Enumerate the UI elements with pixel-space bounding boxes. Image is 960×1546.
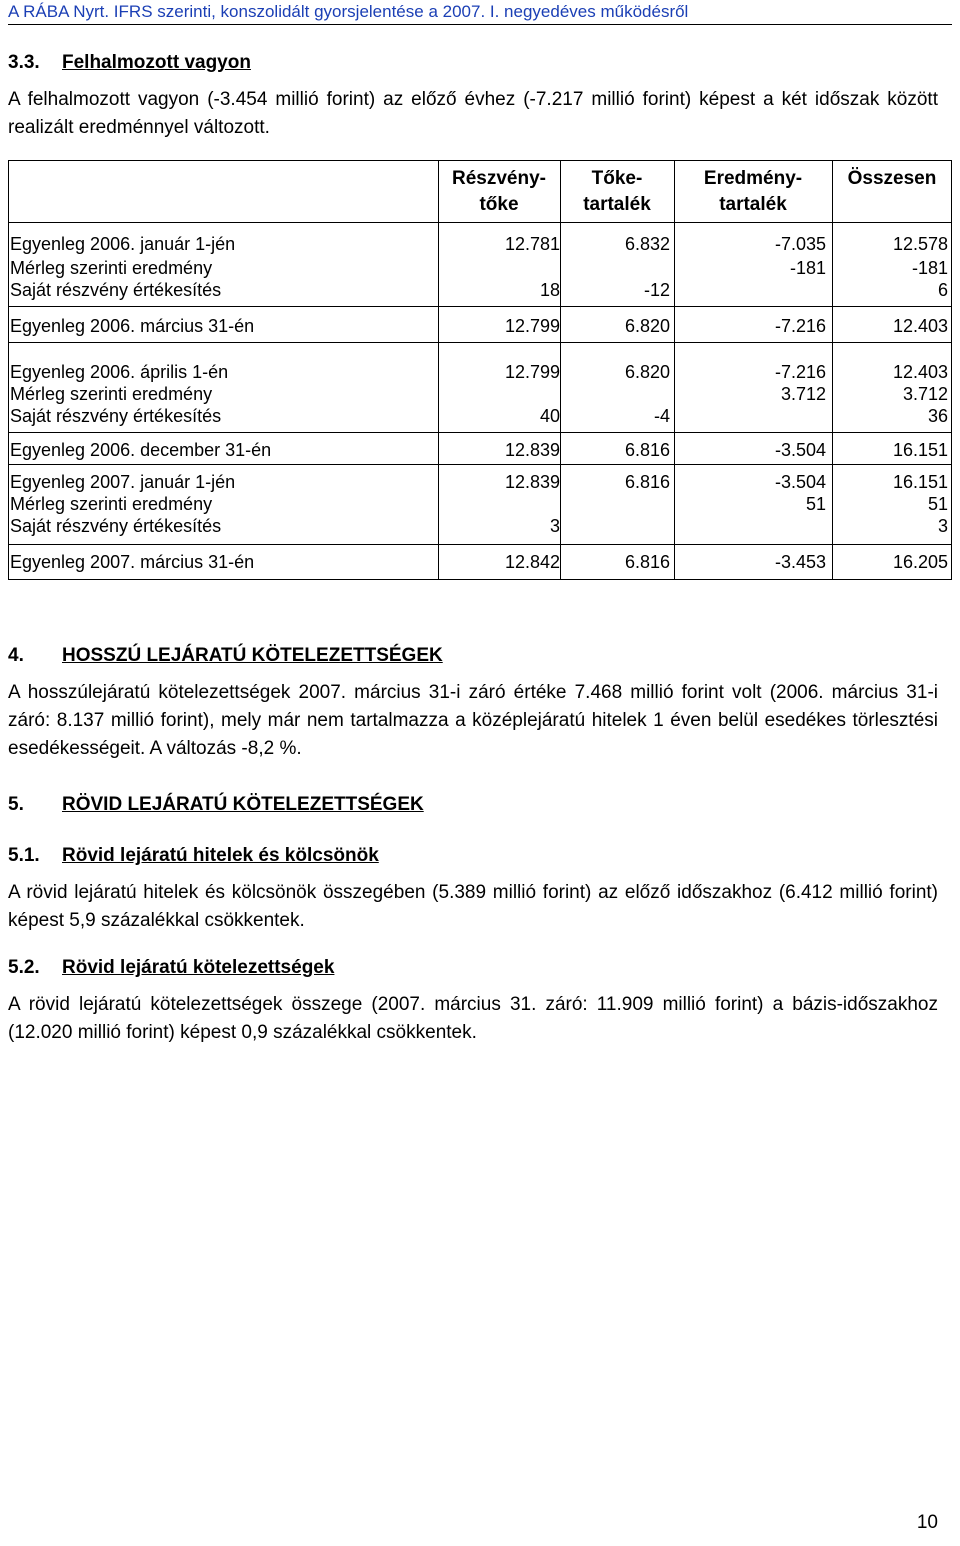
section-4-paragraph: A hosszúlejáratú kötelezettségek 2007. március 31-i záró értéke 7.468 millió forint volt (2006. március 31-i záró: 8.137 millió forint), mely már nem tartalmazza a középlejáratú hitelek 1 éven belül esedékes törlesztési esedékességeit. A változás -8,2 %. <box>8 682 938 759</box>
section-title: RÖVID LEJÁRATÚ KÖTELEZETTSÉGEK <box>62 794 424 815</box>
cell: -4 <box>653 406 670 426</box>
cell: -181 <box>911 258 948 278</box>
row-label: Egyenleg 2006. március 31-én <box>10 316 255 336</box>
table-row <box>8 494 952 518</box>
row-label: Saját részvény értékesítés <box>10 516 222 536</box>
row-label: Egyenleg 2007. január 1-jén <box>10 472 236 492</box>
section-title: Rövid lejáratú kötelezettségek <box>62 957 335 978</box>
row-label: Saját részvény értékesítés <box>10 280 222 300</box>
cell: 12.403 <box>892 316 948 336</box>
cell: 6.816 <box>624 552 670 572</box>
header-line: Részvény- <box>452 168 546 189</box>
section-4-heading <box>8 645 443 668</box>
cell: 3 <box>937 516 948 536</box>
cell: 6.816 <box>624 472 670 492</box>
cell: 3.712 <box>780 384 826 404</box>
section-5-1-heading <box>8 845 379 868</box>
table-row-subtotal <box>8 316 952 340</box>
section-number: 5.2. <box>8 957 40 978</box>
header-share-capital <box>438 166 560 218</box>
section-5-2-paragraph: A rövid lejáratú kötelezettségek összege (2007. március 31. záró: 11.909 millió forint) a bázis-időszakhoz (12.020 millió forint) képest 0,9 százalékkal csökkentek. <box>8 994 938 1043</box>
cell: 3.712 <box>902 384 948 404</box>
section-title: Rövid lejáratú hitelek és kölcsönök <box>62 845 379 866</box>
row-label: Mérleg szerinti eredmény <box>10 258 213 278</box>
header-divider <box>8 222 952 223</box>
header-line: tartalék <box>583 194 651 215</box>
cell: -3.504 <box>774 440 826 460</box>
cell: 51 <box>805 494 826 514</box>
header-capital-reserve <box>560 166 674 218</box>
row-label: Egyenleg 2006. április 1-én <box>10 362 229 382</box>
table-row <box>8 516 952 540</box>
table-row <box>8 280 952 304</box>
cell: 6.832 <box>624 234 670 254</box>
row-divider <box>8 544 952 545</box>
header-line: tőke <box>479 194 519 215</box>
cell: 6.820 <box>624 362 670 382</box>
section-number: 4. <box>8 645 24 666</box>
cell: 3 <box>549 516 560 536</box>
section-5-1-paragraph: A rövid lejáratú hitelek és kölcsönök összegében (5.389 millió forint) az előző időszakhoz (6.412 millió forint) képest 5,9 százalékkal csökkentek. <box>8 882 938 931</box>
cell: -3.453 <box>774 552 826 572</box>
header-total: Összesen <box>847 168 937 189</box>
section-number: 5. <box>8 794 24 815</box>
cell: 12.403 <box>892 362 948 382</box>
cell: -181 <box>789 258 826 278</box>
row-divider <box>8 342 952 343</box>
cell: 12.842 <box>504 552 560 572</box>
cell: 12.839 <box>504 440 560 460</box>
row-label: Saját részvény értékesítés <box>10 406 222 426</box>
row-divider <box>8 432 952 433</box>
cell: 51 <box>927 494 948 514</box>
table-row <box>8 362 952 386</box>
cell: -7.216 <box>774 362 826 382</box>
page-number: 10 <box>916 1512 938 1533</box>
section-3-3-paragraph: A felhalmozott vagyon (-3.454 millió forint) az előző évhez (-7.217 millió forint) képest a két időszak között realizált eredménnyel változott. <box>8 89 938 138</box>
table-row-subtotal <box>8 440 952 464</box>
section-title: HOSSZÚ LEJÁRATÚ KÖTELEZETTSÉGEK <box>62 645 443 666</box>
cell: 12.578 <box>892 234 948 254</box>
cell: 16.151 <box>892 440 948 460</box>
equity-table <box>8 160 952 580</box>
page-header: A RÁBA Nyrt. IFRS szerinti, konszolidált gyorsjelentése a 2007. I. negyedéves működésről <box>8 2 952 25</box>
row-divider <box>8 306 952 307</box>
cell: 6 <box>937 280 948 300</box>
row-label: Mérleg szerinti eredmény <box>10 384 213 404</box>
header-retained-earnings <box>674 166 832 218</box>
row-label: Egyenleg 2006. december 31-én <box>10 440 272 460</box>
row-divider <box>8 464 952 465</box>
cell: 18 <box>539 280 560 300</box>
table-row <box>8 234 952 258</box>
cell: -12 <box>643 280 670 300</box>
section-number: 3.3. <box>8 52 40 73</box>
cell: -7.035 <box>774 234 826 254</box>
cell: 12.799 <box>504 316 560 336</box>
cell: 12.839 <box>504 472 560 492</box>
cell: 12.781 <box>504 234 560 254</box>
table-row <box>8 406 952 430</box>
cell: 16.151 <box>892 472 948 492</box>
cell: 6.820 <box>624 316 670 336</box>
cell: 40 <box>539 406 560 426</box>
cell: 16.205 <box>892 552 948 572</box>
table-row <box>8 384 952 408</box>
section-number: 5.1. <box>8 845 40 866</box>
row-label: Egyenleg 2007. március 31-én <box>10 552 255 572</box>
section-5-2-heading <box>8 957 334 980</box>
section-5-heading <box>8 794 424 817</box>
header-line: Eredmény- <box>703 168 803 189</box>
cell: 6.816 <box>624 440 670 460</box>
cell: -3.504 <box>774 472 826 492</box>
cell: 36 <box>927 406 948 426</box>
header-line: tartalék <box>719 194 787 215</box>
table-row <box>8 472 952 496</box>
cell: -7.216 <box>774 316 826 336</box>
section-title: Felhalmozott vagyon <box>62 52 251 73</box>
row-label: Egyenleg 2006. január 1-jén <box>10 234 236 254</box>
header-line: Tőke- <box>591 168 643 189</box>
section-3-3-heading <box>8 52 251 75</box>
table-row <box>8 258 952 282</box>
cell: 12.799 <box>504 362 560 382</box>
table-row-total <box>8 552 952 576</box>
row-label: Mérleg szerinti eredmény <box>10 494 213 514</box>
